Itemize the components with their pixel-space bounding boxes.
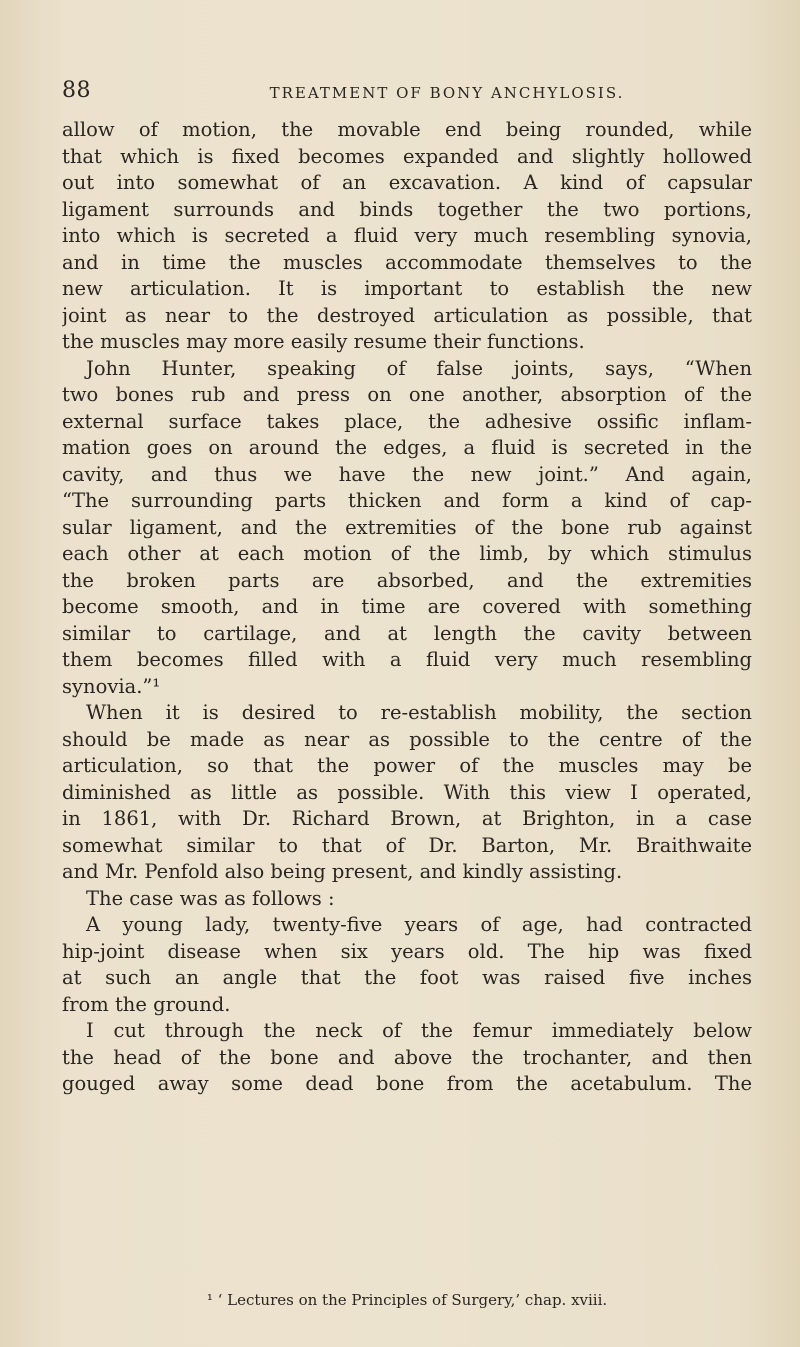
text-line: from the ground. <box>62 992 231 1016</box>
text-line: in 1861, with Dr. Richard Brown, at Brighton, in a case <box>62 807 752 830</box>
text-line: the head of the bone and above the trochanter, and then <box>62 1045 752 1069</box>
text-line: mation goes on around the edges, a fluid is secreted in the <box>62 436 752 459</box>
text-line: somewhat similar to that of Dr. Barton, Mr. Braithwaite <box>62 833 752 857</box>
body-text <box>62 117 752 1098</box>
text-line: at such an angle that the foot was raised five inches <box>62 966 752 989</box>
text-line: external surface takes place, the adhesive ossific inflam- <box>62 409 752 433</box>
text-line: out into somewhat of an excavation. A kind of capsular <box>62 171 752 194</box>
text-line: and in time the muscles accommodate themselves to the <box>62 250 752 274</box>
text-line: gouged away some dead bone from the acetabulum. The <box>62 1072 752 1095</box>
text-line: and Mr. Penfold also being present, and kindly assisting. <box>62 860 623 883</box>
running-head: TREATMENT OF BONY ANCHYLOSIS. <box>269 84 625 102</box>
text-line: should be made as near as possible to the centre of the <box>62 727 752 751</box>
text-line: the muscles may more easily resume their functions. <box>62 330 585 353</box>
text-line: new articulation. It is important to establish the new <box>62 277 752 300</box>
text-line: allow of motion, the movable end being rounded, while <box>62 118 752 141</box>
text-line: hip-joint disease when six years old. The hip was fixed <box>62 939 752 963</box>
text-line: John Hunter, speaking of false joints, says, “When <box>86 356 752 380</box>
page-number: 88 <box>62 78 91 103</box>
text-line: into which is secreted a fluid very much resembling synovia, <box>62 224 752 247</box>
text-line: each other at each motion of the limb, by which stimulus <box>62 542 752 565</box>
text-line: synovia.”¹ <box>62 674 161 698</box>
text-line: When it is desired to re-establish mobility, the section <box>86 701 752 724</box>
text-line: similar to cartilage, and at length the cavity between <box>62 621 752 645</box>
text-line: that which is fixed becomes expanded and slightly hollowed <box>62 144 752 168</box>
text-line: A young lady, twenty-five years of age, had contracted <box>86 913 752 936</box>
text-line: ligament surrounds and binds together the two portions, <box>62 197 752 221</box>
text-line: The case was as follows : <box>86 886 335 910</box>
text-line: them becomes filled with a fluid very much resembling <box>62 648 752 671</box>
page-header <box>62 78 752 108</box>
text-line: become smooth, and in time are covered with something <box>62 595 752 618</box>
text-line: I cut through the neck of the femur immediately below <box>86 1019 752 1042</box>
text-line: the broken parts are absorbed, and the extremities <box>62 568 752 592</box>
text-line: sular ligament, and the extremities of the bone rub against <box>62 515 752 539</box>
text-line: diminished as little as possible. With this view I operated, <box>62 780 752 804</box>
text-line: two bones rub and press on one another, absorption of the <box>62 383 752 406</box>
text-line: “The surrounding parts thicken and form a kind of cap- <box>62 489 752 512</box>
text-line: articulation, so that the power of the muscles may be <box>62 754 752 777</box>
text-line: cavity, and thus we have the new joint.” And again, <box>62 462 752 486</box>
text-line: joint as near to the destroyed articulation as possible, that <box>62 303 752 327</box>
footnote: ¹ ‘ Lectures on the Principles of Surgery,’ chap. xviii. <box>206 1291 608 1309</box>
